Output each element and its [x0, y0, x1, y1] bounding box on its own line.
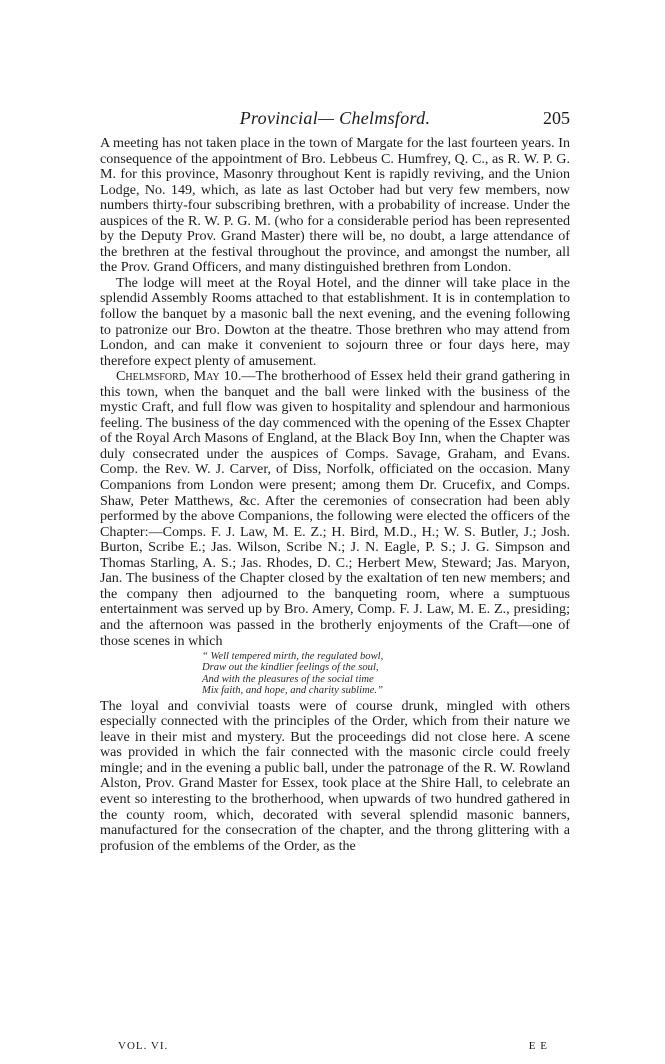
page-number: 205 [543, 108, 570, 128]
page-header [100, 108, 570, 134]
paragraph-chelmsford [100, 369, 570, 649]
paragraph-chelmsford-text: —The brotherhood of Essex held their grand gathering in this town, when the banquet and the ball were linked with the business of the mystic Craft, and full flow was given to hospitality and splendour and harmonious feeling. The business of the day commenced with the opening of the Essex Chapter of the Royal Arch Masons of England, at the Black Boy Inn, when the Chapter was duly consecrated under the auspices of Comps. Savage, Graham, and Evans. Comp. the Rev. W. J. Carver, of Diss, Norfolk, officiated on the occasion. Many Companions from London were present; among them Dr. Crucefix, and Comps. Shaw, Peter Matthews, &c. After the ceremonies of consecration had been ably performed by the above Companions, the following were elected the officers of the Chapter:—Comps. F. J. Law, M. E. Z.; H. Bird, M.D., H.; W. S. Butler, J.; Josh. Burton, Scribe E.; Jas. Wilson, Scribe N.; J. N. Eagle, P. S.; J. G. Simpson and Thomas Starling, A. S.; Jas. Rhodes, D. C.; Herbert Mew, Steward; Jas. Maryon, Jan. The business of the Chapter closed by the exaltation of ten new members; and the company then adjourned to the banqueting room, where a sumptuous entertainment was served up by Bro. Amery, Comp. F. J. Law, M. E. Z., presiding; and the afternoon was passed in the brotherly enjoyments of the Craft—one of those scenes in which [100, 368, 570, 649]
running-title: Provincial— Chelmsford. [239, 108, 431, 128]
paragraph-toasts-ball: The loyal and convivial toasts were of course drunk, mingled with others especially connected with the principles of the Order, which from their nature we leave in their mist and mystery. But the proceedings did not close here. A scene was provided in which the fair connected with the masonic circle could freely mingle; and in the evening a public ball, under the patronage of the R. W. Rowland Alston, Prov. Grand Master for Essex, took place at the Shire Hall, to celebrate an event so interesting to the brotherhood, when upwards of two hundred gathered in the county room, which, decorated with several splendid masonic banners, manufactured for the consecration of the chapter, and the throng glittering with a profusion of the emblems of the Order, as the [100, 697, 570, 854]
poem-line: Draw out the kindlier feelings of the soul, [202, 662, 379, 674]
poem-quotation [202, 651, 570, 697]
poem-line: Mix faith, and hope, and charity sublime.” [202, 685, 383, 697]
poem-line: “ Well tempered mirth, the regulated bowl, [202, 651, 384, 663]
signature-mark: E E [528, 1040, 548, 1052]
paragraph-royal-hotel: The lodge will meet at the Royal Hotel, and the dinner will take place in the splendid Assembly Rooms attached to that establishment. It is in contemplation to follow the banquet by a masonic ball the next evening, and the evening following to patronize our Bro. Dowton at the theatre. Those brethren who may attend from London, and can make it convenient to sojourn three or four days here, may therefore expect plenty of amusement. [100, 274, 570, 369]
poem-line: And with the pleasures of the social time [202, 673, 374, 685]
volume-label: VOL. VI. [118, 1040, 169, 1052]
paragraph-margate: A meeting has not taken place in the town of Margate for the last fourteen years. In consequence of the appointment of Bro. Lebbeus C. Humfrey, Q. C., as R. W. P. G. M. for this province, Masonry throughout Kent is rapidly reviving, and the Union Lodge, No. 149, which, as late as last October had but very few members, now numbers thirty-four subscribing brethren, with a probability of increase. Under the auspices of the R. W. P. G. M. (who for a considerable period has been represented by the Deputy Prov. Grand Master) there will be, no doubt, a large attendance of the brethren at the festival throughout the province, and amongst the number, all the Prov. Grand Officers, and many distinguished brethren from London. [100, 135, 570, 276]
dateline: Chelmsford, May 10. [116, 368, 242, 385]
article-body [100, 136, 570, 854]
page-footer [118, 1040, 548, 1054]
